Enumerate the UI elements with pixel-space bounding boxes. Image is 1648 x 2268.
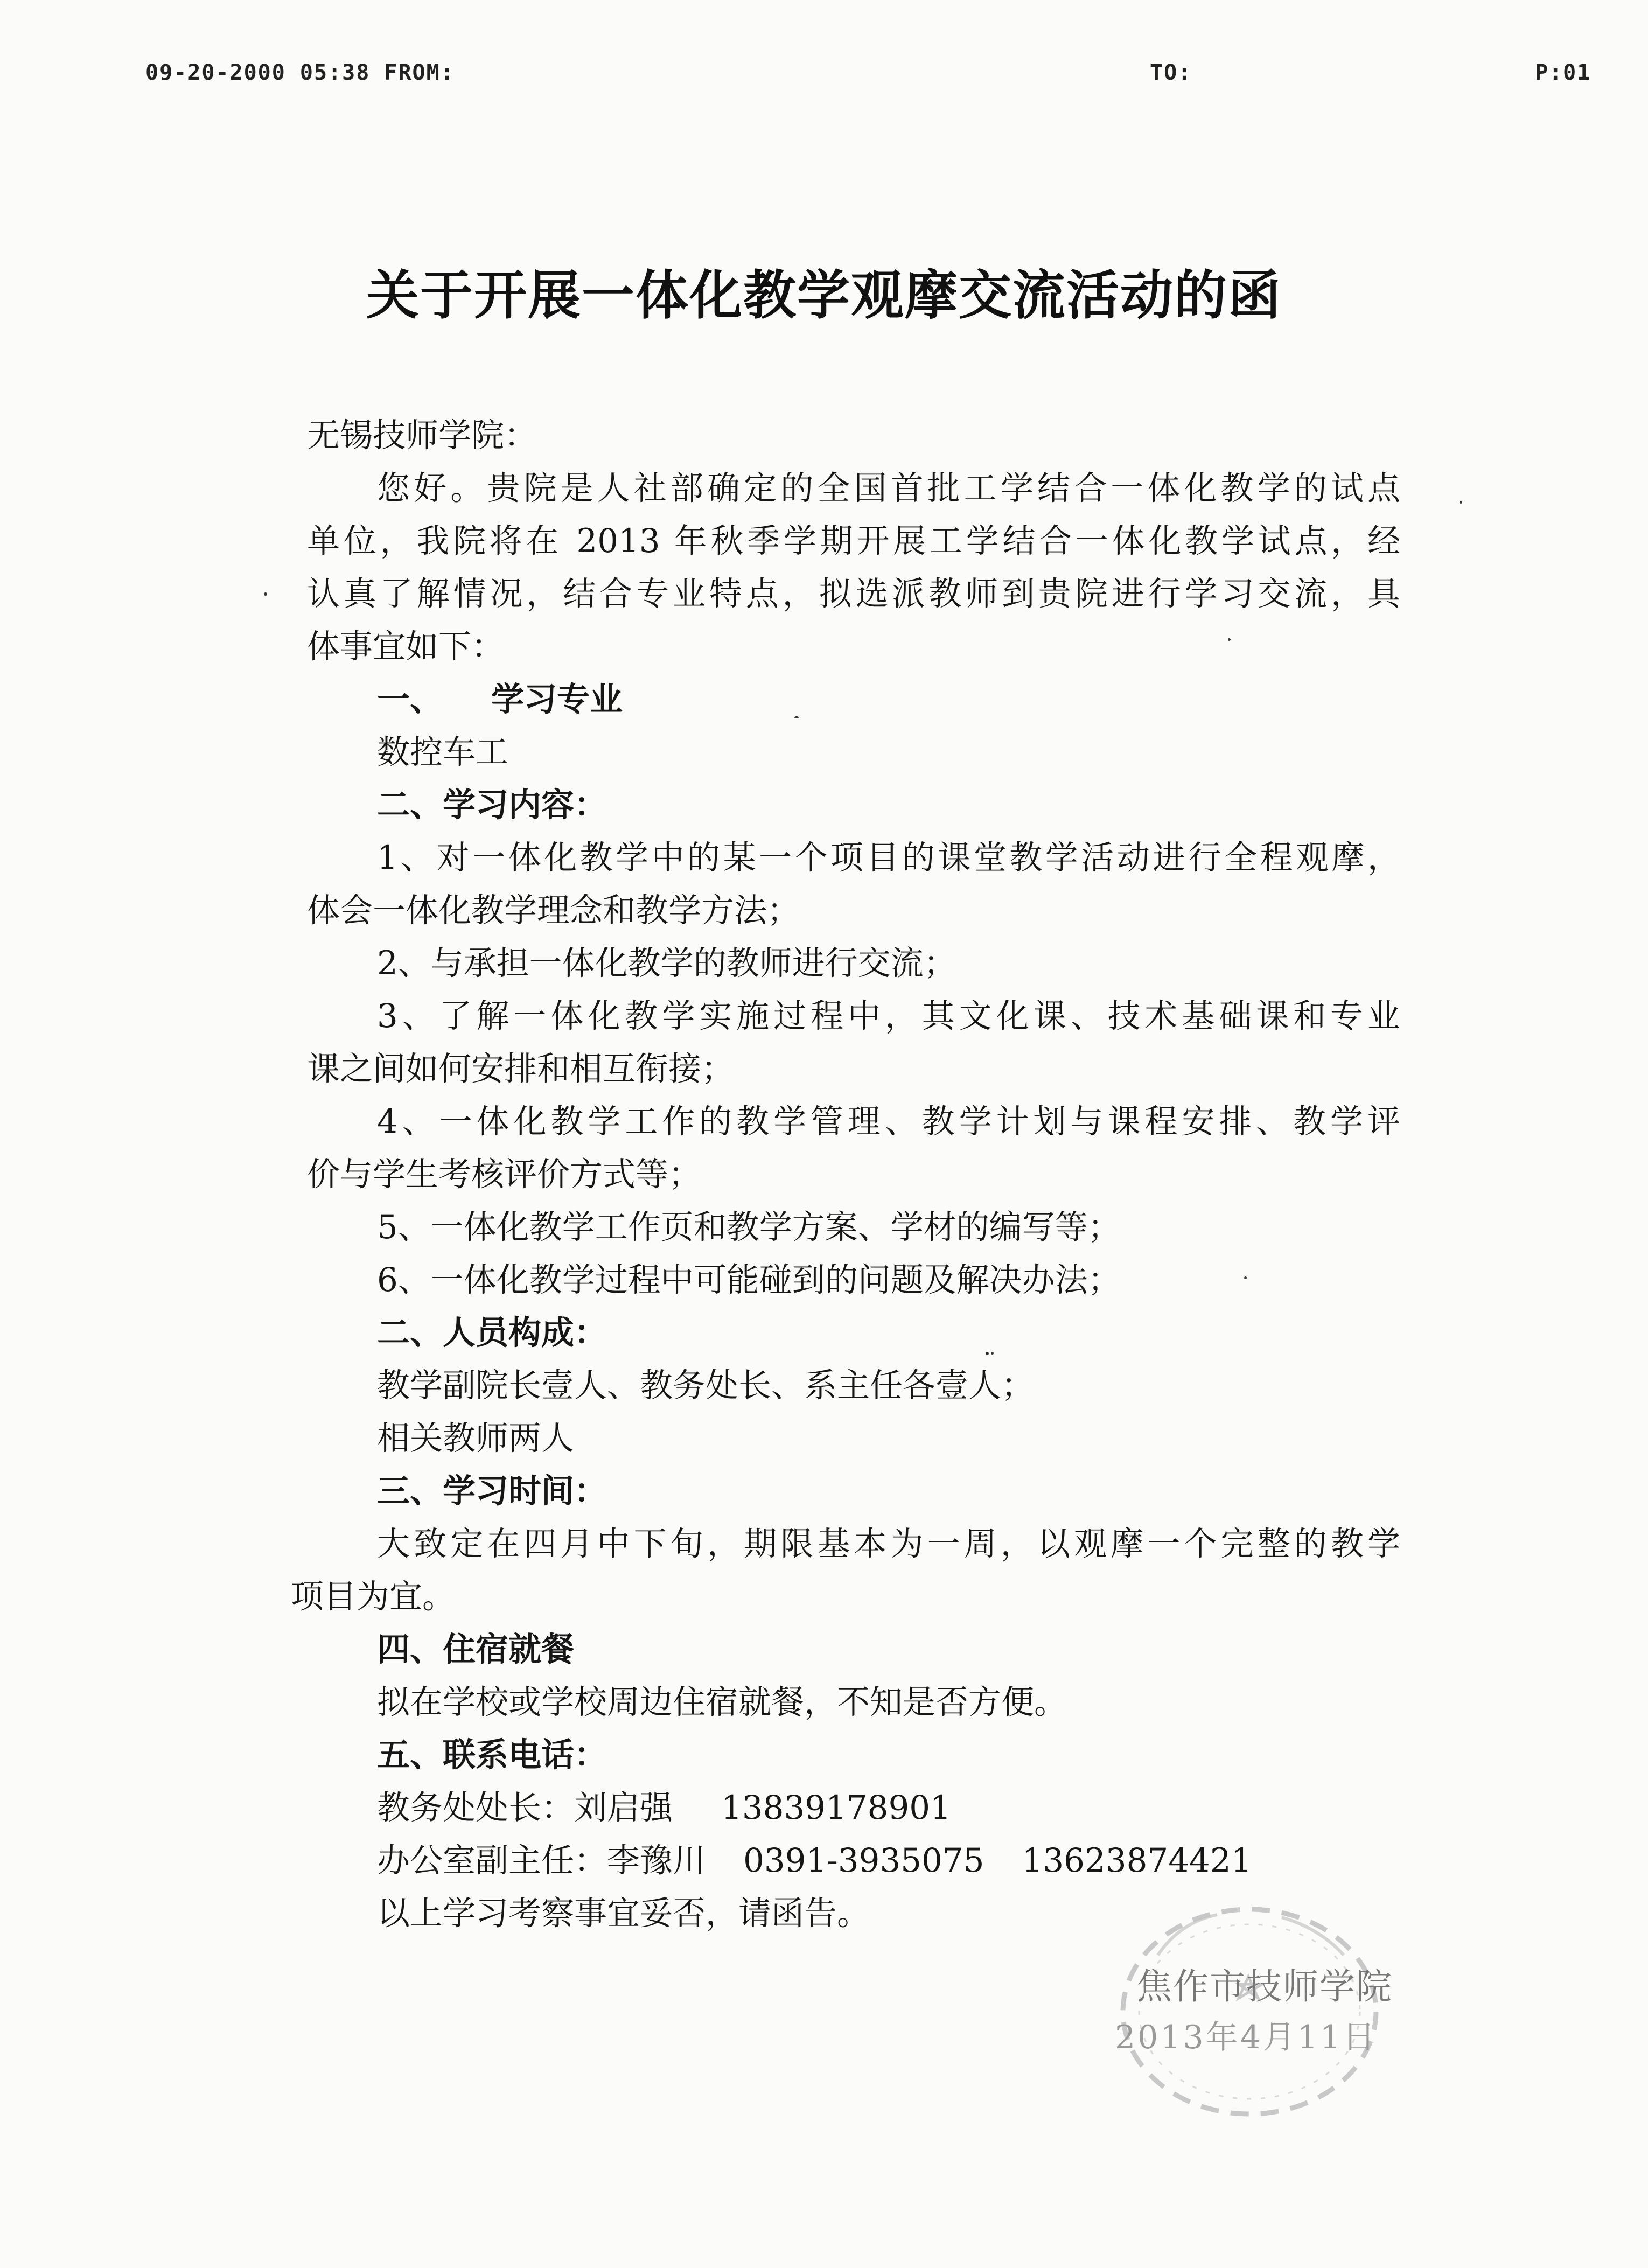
time-line-1: 大致定在四月中下旬，期限基本为一周，以观摩一个完整的教学 (377, 1525, 1400, 1563)
contact-line-1 (307, 1782, 1400, 1834)
contact-line-2 (307, 1834, 1400, 1887)
seal-icon (1109, 1896, 1389, 2122)
content-item-3b: 课之间如何安排和相互衔接； (307, 1050, 735, 1088)
content-item-2: 2、与承担一体化教学的教师进行交流； (377, 944, 956, 982)
section-6-heading: 五、联系电话： (377, 1736, 607, 1774)
section-1-number: 一、 (377, 680, 443, 718)
content-item-1a: 1、对一体化教学中的某一个项目的课堂教学活动进行全程观摩， (377, 839, 1400, 877)
section-4-heading: 三、学习时间： (377, 1472, 607, 1510)
scan-speck (1460, 501, 1462, 504)
contact-1-phone: 13839178901 (721, 1789, 951, 1827)
personnel-line-2: 相关教师两人 (377, 1419, 575, 1457)
fax-header-page: P:01 (1535, 60, 1591, 85)
scan-speck (264, 592, 267, 596)
scan-speck (1228, 638, 1231, 641)
signature-organization: 焦作市技师学院 (1136, 1966, 1393, 2007)
scan-speck (991, 1352, 994, 1355)
fax-header-datetime: 09-20-2000 05:38 FROM: (145, 60, 455, 85)
section-1-body: 数控车工 (377, 733, 509, 771)
letter-title: 关于开展一体化教学观摩交流活动的函 (366, 265, 1282, 326)
time-line-2: 项目为宜。 (291, 1578, 456, 1616)
fax-header-to: TO: (1150, 60, 1192, 85)
signature-date: 2013年4月11日 (1115, 2019, 1378, 2056)
content-item-6: 6、一体化教学过程中可能碰到的问题及解决办法； (377, 1261, 1121, 1299)
section-1-heading (307, 673, 1400, 726)
contact-2-phone-1: 0391-3935075 (743, 1841, 984, 1880)
content-item-4a: 4、一体化教学工作的教学管理、教学计划与课程安排、教学评 (377, 1102, 1400, 1141)
content-item-3a: 3、了解一体化教学实施过程中，其文化课、技术基础课和专业 (377, 997, 1400, 1035)
intro-line-2: 单位，我院将在 2013 年秋季学期开展工学结合一体化教学试点，经 (307, 522, 1400, 560)
lodging-line: 拟在学校或学校周边住宿就餐，不知是否方便。 (377, 1683, 1067, 1721)
scan-speck (794, 716, 799, 718)
contact-1-role: 教务处处长：刘启强 (377, 1789, 673, 1827)
closing-line: 以上学习考察事宜妥否，请函告。 (377, 1894, 870, 1932)
intro-line-3: 认真了解情况，结合专业特点，拟选派教师到贵院进行学习交流，具 (307, 575, 1400, 613)
letter-body (291, 409, 1400, 1940)
contact-2-role: 办公室副主任：李豫川 (377, 1841, 706, 1880)
contact-2-phone-2: 13623874421 (1022, 1841, 1252, 1880)
content-item-1b: 体会一体化教学理念和教学方法； (307, 891, 800, 930)
content-item-5: 5、一体化教学工作页和教学方案、学材的编写等； (377, 1208, 1121, 1246)
intro-line-1: 您好。贵院是人社部确定的全国首批工学结合一体化教学的试点 (377, 469, 1400, 507)
scan-speck (1244, 1276, 1247, 1279)
section-1-title: 学习专业 (491, 680, 623, 718)
signature-block (1050, 1896, 1481, 2154)
intro-line-4: 体事宜如下： (307, 627, 505, 666)
content-item-4b: 价与学生考核评价方式等； (307, 1155, 702, 1194)
scan-speck (986, 1352, 989, 1355)
section-2-heading: 二、学习内容： (377, 786, 607, 824)
section-3-heading: 二、人员构成： (377, 1314, 607, 1352)
section-5-heading: 四、住宿就餐 (377, 1630, 575, 1669)
salutation: 无锡技师学院： (307, 416, 537, 455)
personnel-line-1: 教学副院长壹人、教务处长、系主任各壹人； (377, 1366, 1035, 1405)
